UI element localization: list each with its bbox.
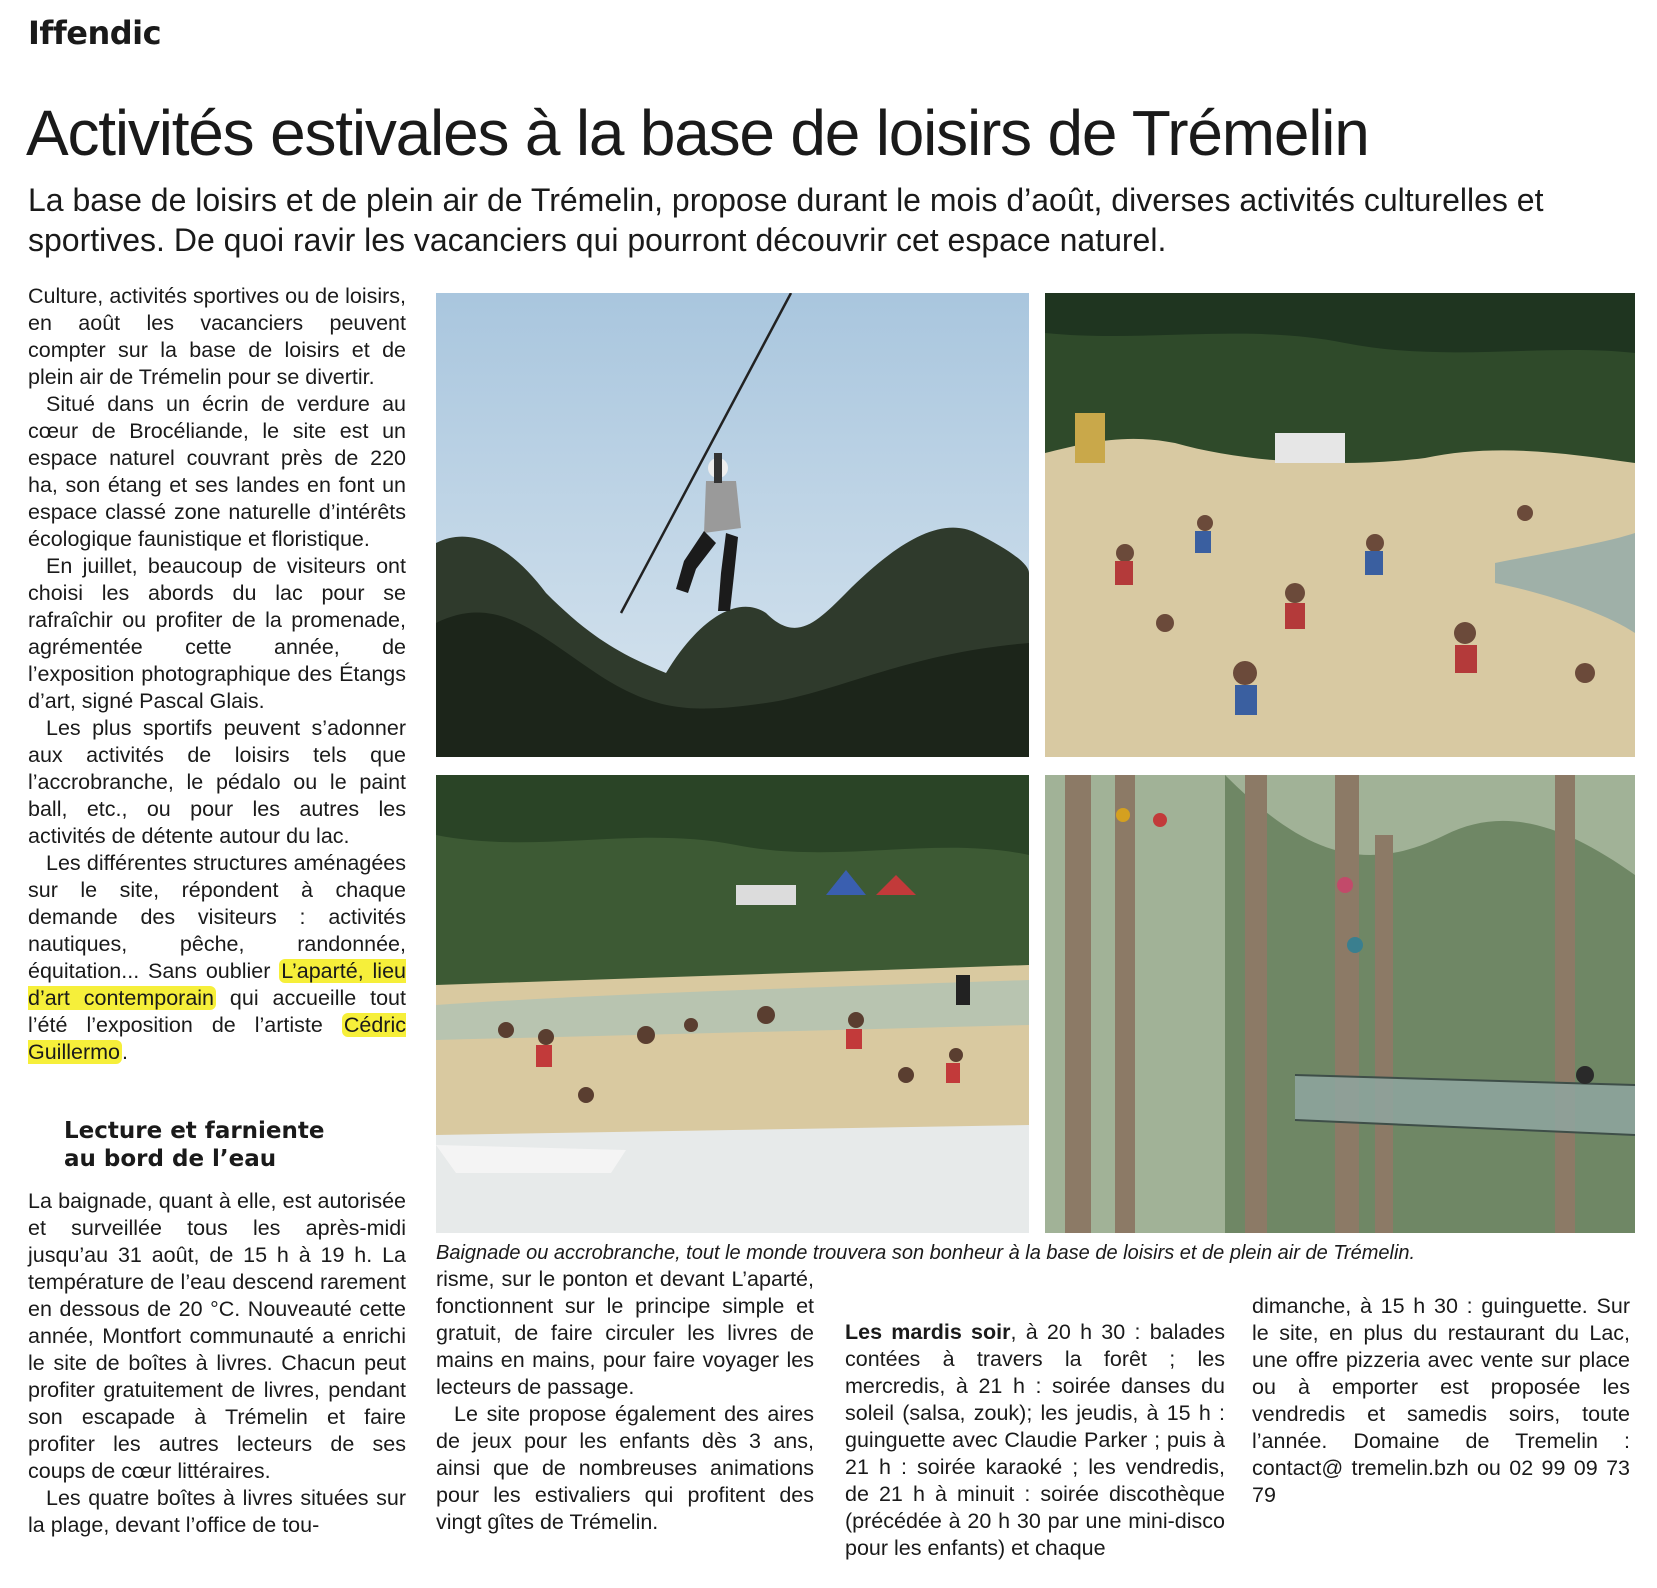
paragraph-with-highlights [28,850,406,1066]
paragraph: risme, sur le ponton et devant L’aparté, fonctionnent sur le principe simple et gratuit, de faire circuler les livres de mains en mains, pour faire voyager les lecteurs de passage. [436,1267,814,1399]
text-run: qui accueille tout l’été l’exposition de l’artiste [28,986,406,1037]
paragraph [845,1319,1225,1562]
article-column-4 [1252,1293,1630,1509]
subheading-line-2: au bord de l’eau [64,1146,277,1172]
paragraph: Culture, activités sportives ou de loisirs, en août les vacanciers peuvent compter sur la base de loisirs et de plein air de Trémelin pour se divertir. [28,284,406,389]
photo-zipline [436,293,1029,757]
section-kicker: Iffendic [28,14,162,52]
article-column-2 [436,1266,814,1536]
subheading [64,1117,325,1173]
lead-in-bold: Les mardis soir [845,1320,1011,1344]
subheading-line-1: Lecture et farniente [64,1118,325,1144]
paragraph: La baignade, quant à elle, est autorisée et surveillée tous les après-midi jusqu’au 31 août, de 15 h à 19 h. La température de l’eau descend rarement en dessous de 20 °C. Nouveauté cette année, Montfort communauté a enrichi le site de boîtes à livres. Chacun peut profiter gratuitement de livres, pendant son escapade à Trémelin et faire profiter les autres lecteurs de ses coups de cœur littéraires. [28,1189,406,1483]
text-run: Les différentes structures aménagées sur le site, répondent à chaque demande des visiteurs : activités nautiques, pêche, randonnée, équitation... Sans oublier [28,851,406,983]
highlighted-text-venue: L’aparté, lieu d’art contemporain [28,959,406,1010]
paragraph: En juillet, beaucoup de visiteurs ont choisi les abords du lac pour se rafraîchir ou profiter de la promenade, agrémentée cette année, de l’exposition photographique des Étangs d’art, signé Pascal Glais. [28,554,406,713]
paragraph: Situé dans un écrin de verdure au cœur de Brocéliande, le site est un espace naturel couvrant près de 220 ha, son étang et ses landes en font un espace classé zone naturelle d’intérêts écologique faunistique et floristique. [28,392,406,551]
article-column-1-continued [28,1188,406,1539]
headline: Activités estivales à la base de loisirs de Trémelin [26,97,1369,169]
photo-caption: Baignade ou accrobranche, tout le monde trouvera son bonheur à la base de loisirs et de plein air de Trémelin. [436,1242,1416,1264]
article-column-1 [28,283,406,1066]
paragraph: Les plus sportifs peuvent s’adonner aux activités de loisirs tels que l’accrobranche, le pédalo ou le paint ball, etc., ou pour les autres les activités de détente autour du lac. [28,716,406,848]
photo-lake-beach [436,775,1029,1233]
text-run: , à 20 h 30 : balades contées à travers la forêt ; les mercredis, à 21 h : soirée danses du soleil (salsa, zouk); les jeudis, à 15 h : guinguette avec Claudie Parker ; puis à 21 h : soirée karaoké ; les vendredis, de 21 h à minuit : soirée discothèque (précédée à 20 h 30 par une mini-disco pour les enfants) et chaque [845,1320,1226,1560]
standfirst: La base de loisirs et de plein air de Trémelin, propose durant le mois d’août, diverses activités culturelles et sportives. De quoi ravir les vacanciers qui pourront découvrir cet espace naturel. [28,182,1544,258]
article-column-3 [845,1319,1225,1562]
photo-treetop-course [1045,775,1635,1233]
paragraph: Les quatre boîtes à livres situées sur la plage, devant l’office de tou- [28,1486,406,1537]
paragraph: Le site propose également des aires de jeux pour les enfants dès 3 ans, ainsi que de nombreuses animations pour les estivaliers qui profitent des vingt gîtes de Trémelin. [436,1402,814,1534]
photo-beach [1045,293,1635,757]
paragraph: dimanche, à 15 h 30 : guinguette. Sur le site, en plus du restaurant du Lac, une offre pizzeria avec vente sur place ou à emporter est proposée les vendredis et samedis soirs, toute l’année. Domaine de Tremelin : contact@ tremelin.bzh ou 02 99 09 73 79 [1252,1294,1630,1507]
text-run: . [122,1040,128,1064]
highlighted-text-artist: Cédric Guillermo [28,1013,406,1064]
